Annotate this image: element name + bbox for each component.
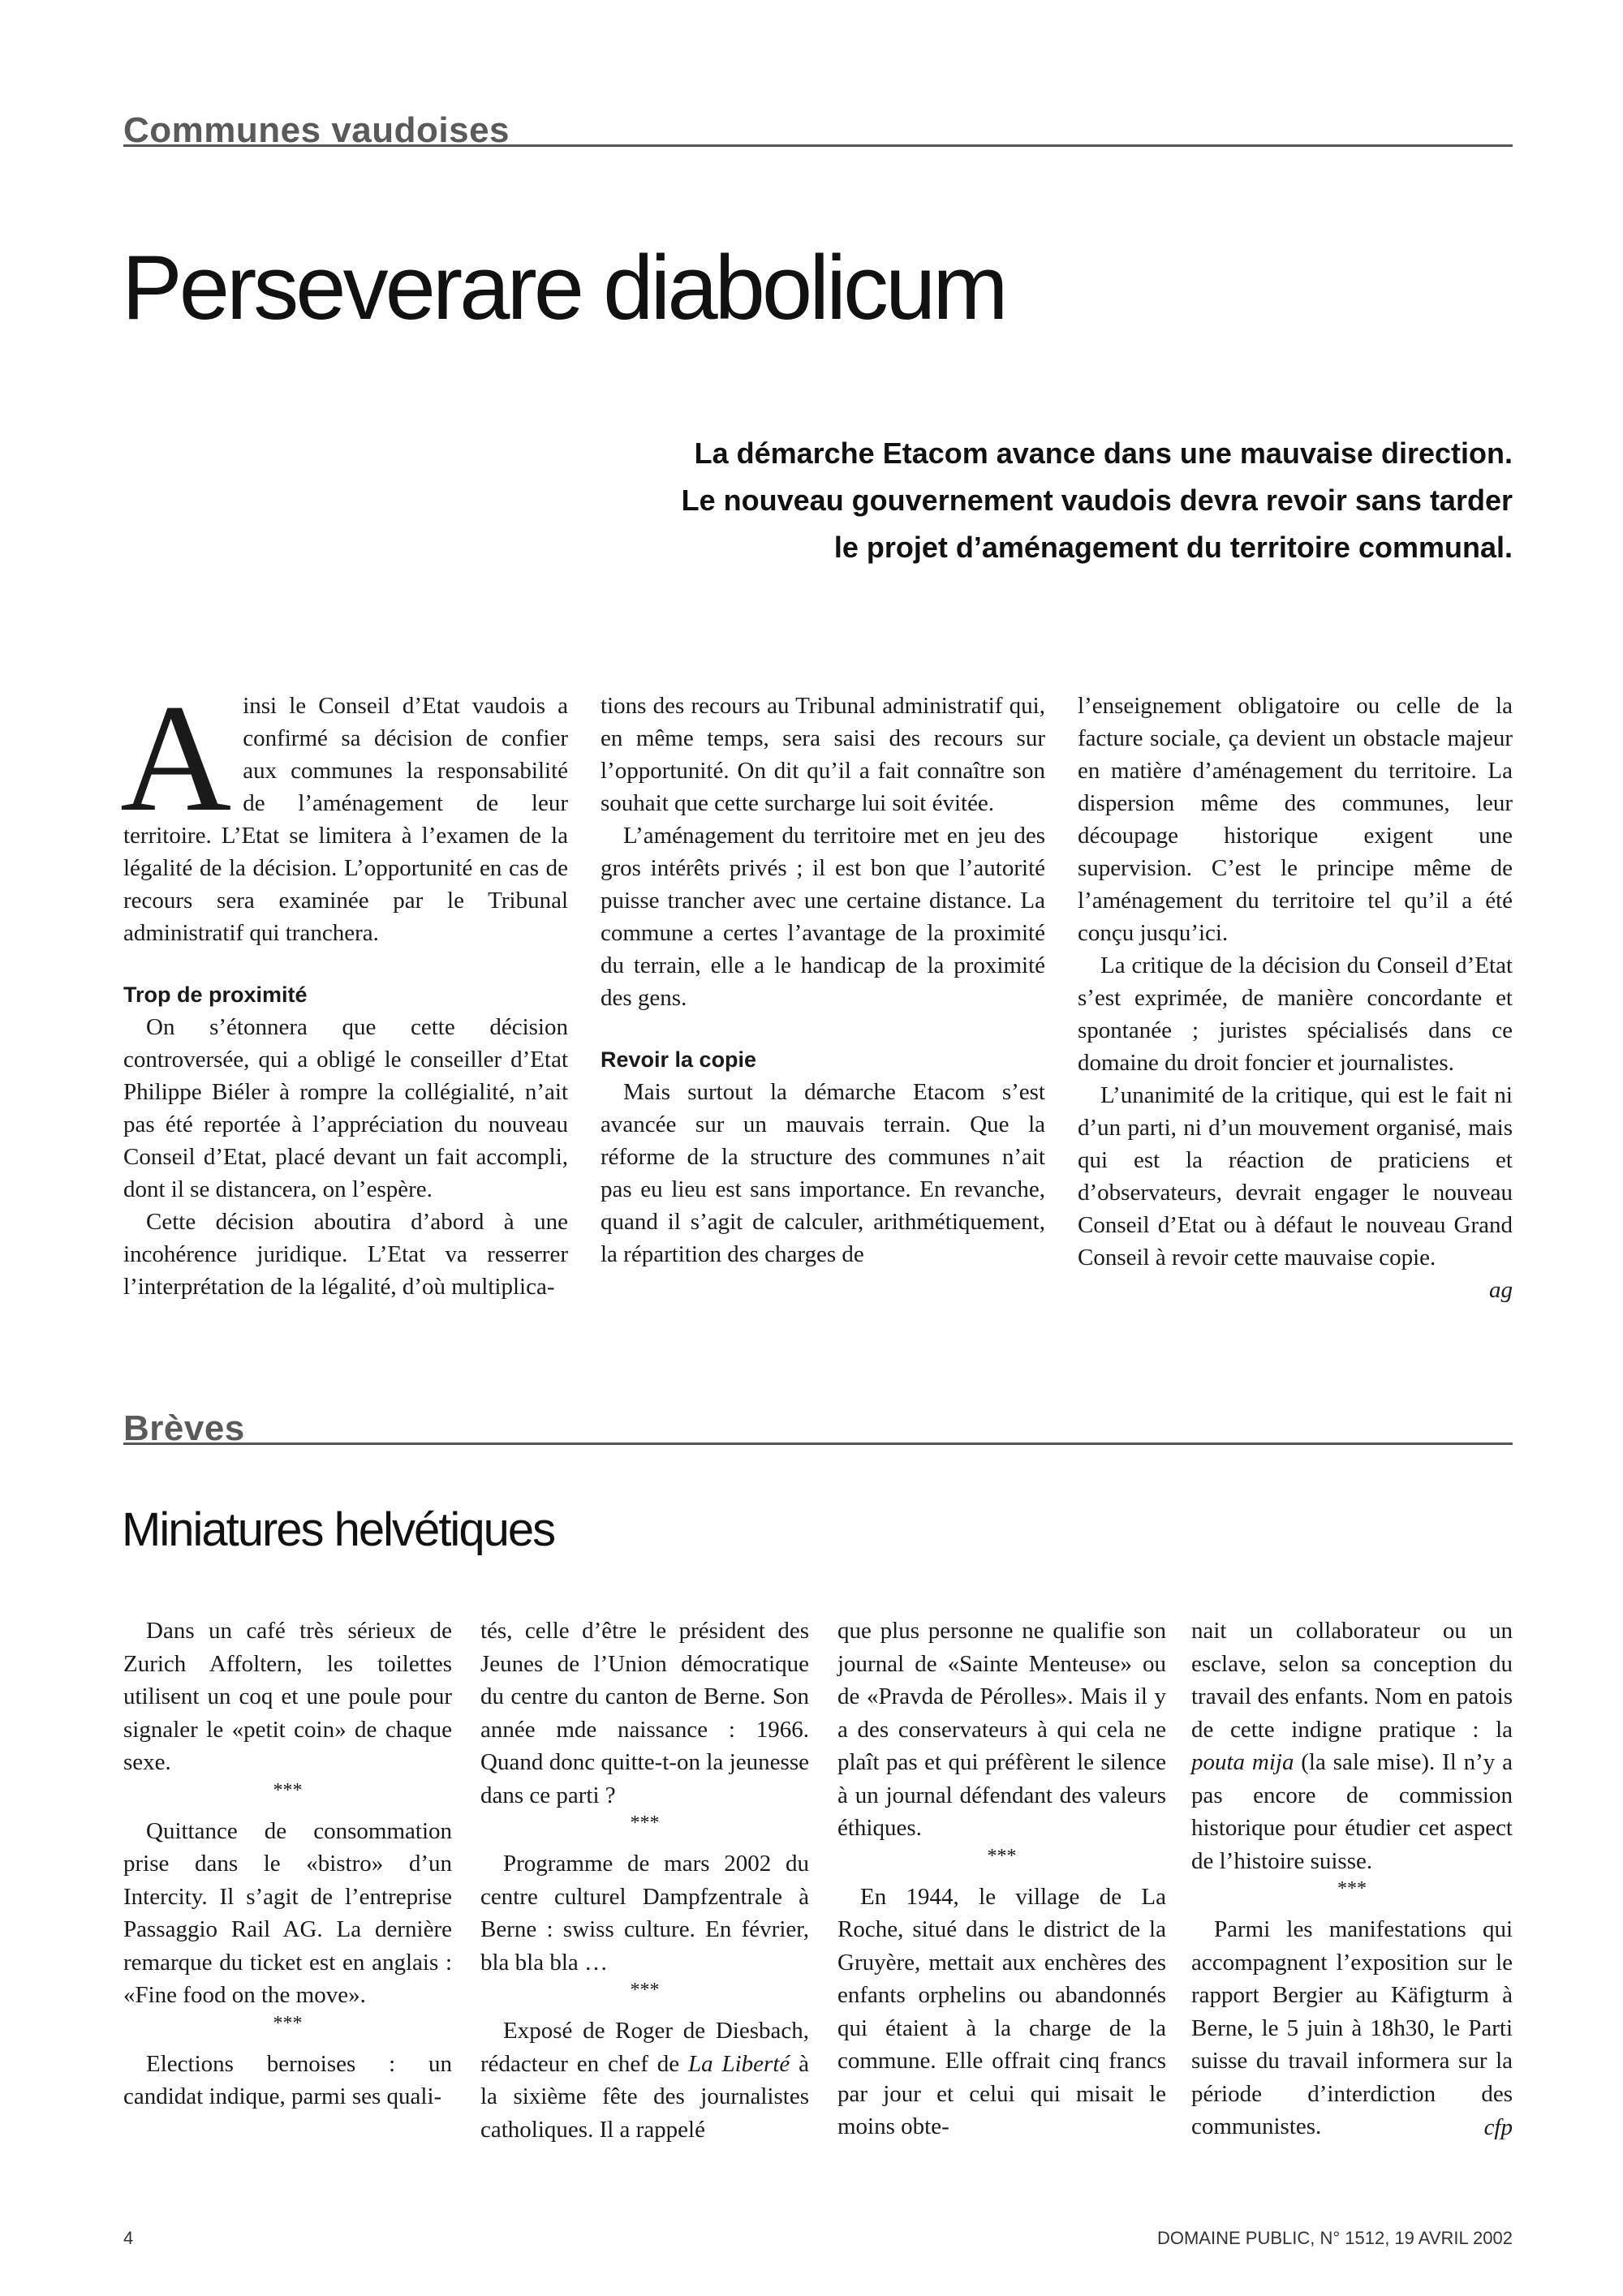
lead-line: le projet d’aménagement du territoire communal. xyxy=(833,531,1513,564)
lead-line: Le nouveau gouvernement vaudois devra revoir sans tarder xyxy=(681,484,1513,517)
paragraph: On s’étonnera que cette décision controversée, qui a obligé le conseiller d’Etat Philippe Biéler à rompre la collégialité, n’ait pas été reportée à l’appréciation du nouveau Conseil d’Etat, placé devant un fait accompli, dont il se distancera, on l’espère. xyxy=(123,1014,568,1202)
signature: cfp xyxy=(1483,2113,1513,2140)
breve-item: Exposé de Roger de Diesbach, rédacteur en chef de La Liberté à la sixième fête des journalistes catholiques. Il a rappelé xyxy=(480,2018,810,2143)
breves-column-2 xyxy=(480,1615,809,2146)
paragraph: La critique de la décision du Conseil d’Etat s’est exprimée, de manière concordante et spontanée ; juristes spécialisés dans ce domaine du droit foncier et journalistes. xyxy=(1078,952,1513,1076)
paragraph: l’enseignement obligatoire ou celle de la facture sociale, ça devient un obstacle majeur en matière d’aménagement du territoire. La dispersion même des communes, leur découpage historique exigent une supervision. C’est le principe même de l’aménagement du territoire tel qu’il a été conçu jusqu’ici. xyxy=(1078,693,1513,946)
lead-line: La démarche Etacom avance dans une mauvaise direction. xyxy=(694,436,1513,470)
breve-item: Quittance de consommation prise dans le «bistro» d’un Intercity. Il s’agit de l’entreprise Passaggio Rail AG. La dernière remarque du ticket est en anglais : «Fine food on the move». xyxy=(123,1817,452,2008)
article-column-3 xyxy=(1078,690,1513,1306)
breve-item: que plus personne ne qualifie son journal de «Sainte Menteuse» ou de «Pravda de Pérolles». Mais il y a des conservateurs à qui cela ne plaît pas et qui préfèrent le silence à un journal défendant des valeurs éthiques. xyxy=(837,1618,1166,1841)
paragraph: L’unanimité de la critique, qui est le fait ni d’un parti, ni d’un mouvement organisé, mais qui est la réaction de praticiens et d’observateurs, devrait engager le nouveau Conseil d’Etat ou à défaut le nouveau Grand Conseil à revoir cette mauvaise copie. xyxy=(1078,1082,1513,1271)
separator: *** xyxy=(987,1845,1017,1867)
separator: *** xyxy=(1337,1878,1367,1899)
section-header-breves xyxy=(123,1404,1513,1448)
section-header-communes xyxy=(123,105,1513,150)
paragraph: tions des recours au Tribunal administratif qui, en même temps, sera saisi des recours sur l’opportunité. On dit qu’il a fait connaître son souhait que cette surcharge lui soit évitée. xyxy=(601,693,1045,816)
article-column-2 xyxy=(601,690,1045,1271)
breves-title: Miniatures helvétiques xyxy=(122,1503,555,1556)
paragraph: L’aménagement du territoire met en jeu des gros intérêts privés ; il est bon que l’autorité puisse trancher avec une certaine distance. La commune a certes l’avantage de la proximité du terrain, elle a le handicap de la proximité des gens. xyxy=(601,823,1045,1011)
article-title: Perseverare diabolicum xyxy=(122,237,1005,338)
separator: *** xyxy=(630,1812,660,1834)
separator: *** xyxy=(630,1980,660,2001)
breve-item: En 1944, le village de La Roche, situé dans le district de la Gruyère, mettait aux enchères des enfants orphelins ou abandonnés qui étaient à la charge de la commune. Elle offrait cinq francs par jour et celui qui misait le moins obte- xyxy=(837,1883,1166,2139)
breve-item: Dans un café très sérieux de Zurich Affoltern, les toilettes utilisent un coq et une poule pour signaler le «petit coin» de chaque sexe. xyxy=(123,1618,452,1775)
breves-column-4 xyxy=(1191,1615,1513,2143)
paragraph: Ainsi le Conseil d’Etat vaudois a confirmé sa décision de confier aux communes la responsabilité de l’aménagement de leur territoire. L’Etat se limitera à l’examen de la légalité de la décision. L’opportunité en cas de recours sera examinée par le Tribunal administratif qui tranchera. xyxy=(120,673,568,946)
page-number: 4 xyxy=(123,2228,134,2248)
signature: ag xyxy=(1489,1277,1513,1303)
separator: *** xyxy=(273,2012,303,2034)
subheading: Revoir la copie xyxy=(601,1047,757,1072)
breves-column-3 xyxy=(837,1615,1166,2143)
breve-item: tés, celle d’être le président des Jeunes de l’Union démocratique du centre du canton de Berne. Son année mde naissance : 1966. Quand donc quitte-t-on la jeunesse dans ce parti ? xyxy=(480,1618,809,1808)
separator: *** xyxy=(273,1779,303,1801)
section-label: Brèves xyxy=(123,1408,245,1448)
drop-cap: A xyxy=(120,673,232,844)
paragraph: Cette décision aboutira d’abord à une incohérence juridique. L’Etat va resserrer l’interprétation de la légalité, d’où multiplica- xyxy=(123,1209,568,1300)
breve-item: nait un collaborateur ou un esclave, selon sa conception du travail des enfants. Nom en patois de cette indigne pratique : la pouta mija (la sale mise). Il n’y a pas encore de commission historique pour étudier cet aspect de l’histoire suisse. xyxy=(1191,1618,1513,1874)
paragraph: Mais surtout la démarche Etacom s’est avancée sur un mauvais terrain. Que la réforme de la structure des communes n’ait pas eu lieu est sans importance. En revanche, quand il s’agit de calculer, arithmétiquement, la répartition des charges de xyxy=(601,1079,1045,1267)
breves-column-1 xyxy=(123,1615,452,2113)
issue-info: DOMAINE PUBLIC, N° 1512, 19 AVRIL 2002 xyxy=(1156,2228,1513,2248)
subheading: Trop de proximité xyxy=(123,982,308,1007)
article-column-1 xyxy=(120,673,568,1303)
breve-item: Parmi les manifestations qui accompagnent l’exposition sur le rapport Bergier au Käfigturm à Berne, le 5 juin à 18h30, le Parti suisse du travail informera sur la période d’interdiction des communistes. xyxy=(1191,1916,1513,2139)
breve-item: Elections bernoises : un candidat indique, parmi ses quali- xyxy=(123,2050,452,2109)
article-lead xyxy=(377,430,1513,571)
section-label: Communes vaudoises xyxy=(123,110,510,150)
breve-item: Programme de mars 2002 du centre culturel Dampfzentrale à Berne : swiss culture. En février, bla bla bla … xyxy=(480,1851,809,1976)
